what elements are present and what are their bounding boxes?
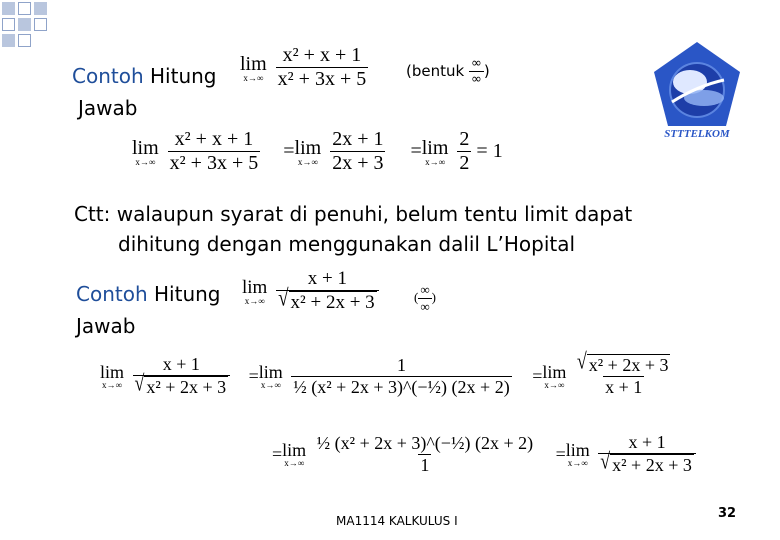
example1-heading — [72, 64, 216, 88]
jawab-label: Jawab — [78, 96, 138, 120]
lim-subscript: x→∞ — [243, 72, 264, 83]
example2-heading — [76, 282, 220, 306]
lim-text: lim — [282, 440, 307, 460]
example1-limit — [240, 44, 368, 91]
corner-square — [18, 18, 31, 31]
example2-row2: = lim x→∞ $\frac{\text{½ (x² + 2x + 3)\textasciicircum{}(−½) (2x + 2)}}{1}$ = lim x→∞ x + 1 √ x² + 2x + 3 — [272, 432, 696, 476]
example2-limit: lim x→∞ x + 1 √ x² + 2x + 3 — [242, 268, 379, 314]
denominator: x² + 3x + 5 — [277, 68, 367, 90]
stepD-denominator: 1 — [420, 454, 430, 475]
form-num: ∞ — [420, 282, 430, 297]
step3-numerator: 2 — [459, 128, 470, 150]
page-number: 32 — [718, 506, 737, 521]
example2-row1: lim x→∞ x + 1 √ x² + 2x + 3 = lim x→∞ $\frac{1}{\text{½ (x² + 2x + 3)\textasciicircum{}(−½) (2x + 2)}}$ = lim x→∞ √ x² + 2x + 3 x + 1 — [100, 348, 669, 397]
example2-form: ( $\frac{\infty}{\infty}$ ) — [414, 282, 436, 314]
lim-subscript: x→∞ — [425, 156, 446, 167]
lim-text: lim — [100, 362, 125, 382]
numerator: x² + x + 1 — [282, 44, 362, 66]
bentuk-note — [406, 56, 490, 87]
lim-subscript: x→∞ — [260, 380, 281, 390]
lim-text: lim — [258, 362, 283, 382]
stepC-radicand: x² + 2x + 3 — [588, 355, 669, 375]
stepA-numerator: x + 1 — [162, 354, 200, 374]
step1-denominator: x² + 3x + 5 — [169, 152, 259, 174]
stepB-numerator: 1 — [396, 354, 406, 375]
step2-denominator: 2x + 3 — [332, 152, 384, 174]
step3-denominator: 2 — [459, 152, 470, 174]
lim-text: lim — [132, 136, 159, 159]
result: 1 — [492, 140, 503, 162]
lim-subscript: x→∞ — [544, 380, 565, 390]
lim-subscript: x→∞ — [244, 295, 265, 306]
stepB-denominator: ½ (x² + 2x + 3)^(−½) (2x + 2) — [293, 376, 510, 397]
stepD-numerator: ½ (x² + 2x + 3)^(−½) (2x + 2) — [316, 432, 534, 453]
stepE-numerator: x + 1 — [628, 432, 666, 452]
bentuk-label: (bentuk — [406, 62, 465, 80]
lim-text: lim — [294, 136, 322, 159]
step1-numerator: x² + x + 1 — [174, 128, 254, 150]
logo-text: STTTELKOM — [664, 128, 730, 140]
corner-square — [34, 2, 47, 15]
corner-square — [2, 18, 15, 31]
lim-subscript: x→∞ — [102, 380, 122, 390]
corner-square — [2, 2, 15, 15]
stttelkom-logo — [652, 40, 742, 140]
note-line2: dihitung dengan menggunakan dalil L’Hopital — [118, 232, 576, 256]
step2-numerator: 2x + 1 — [332, 128, 384, 150]
contoh-label: Contoh — [76, 282, 148, 306]
lim-subscript: x→∞ — [135, 156, 156, 167]
lim-subscript: x→∞ — [567, 458, 588, 468]
lim-subscript: x→∞ — [284, 458, 305, 468]
lim-subscript: x→∞ — [297, 156, 318, 167]
bentuk-den: ∞ — [470, 72, 482, 87]
corner-square — [34, 18, 47, 31]
lim-text: lim — [565, 440, 590, 460]
lim-text: lim — [242, 276, 268, 298]
form-den: ∞ — [420, 299, 430, 314]
lim-text: lim — [240, 52, 267, 75]
lim-text: lim — [421, 136, 449, 159]
corner-square — [2, 34, 15, 47]
stepC-denominator: x + 1 — [605, 377, 643, 397]
footer-course: MA1114 KALKULUS I — [336, 514, 458, 528]
numerator: x + 1 — [307, 268, 347, 289]
bentuk-close: ) — [483, 62, 490, 80]
corner-square — [18, 2, 31, 15]
stepA-radicand: x² + 2x + 3 — [146, 377, 227, 397]
note-line1: Ctt: walaupun syarat di penuhi, belum tentu limit dapat — [74, 202, 633, 226]
bentuk-num: ∞ — [470, 56, 482, 71]
jawab-label: Jawab — [76, 314, 136, 338]
contoh-label: Contoh — [72, 64, 144, 88]
hitung-label: Hitung — [150, 64, 217, 88]
corner-square — [18, 34, 31, 47]
radicand: x² + 2x + 3 — [290, 292, 375, 313]
lim-text: lim — [542, 362, 567, 382]
stepE-radicand: x² + 2x + 3 — [612, 455, 692, 475]
hitung-label: Hitung — [154, 282, 221, 306]
example1-steps: lim x→∞ $\frac{\text{x² + x + 1}}{\text{x² + 3x + 5}}$ = lim x→∞ $\frac{2x + 1}{2x + 3}$ = lim x→∞ $\frac{2}{2}$ = 1 — [132, 128, 503, 174]
